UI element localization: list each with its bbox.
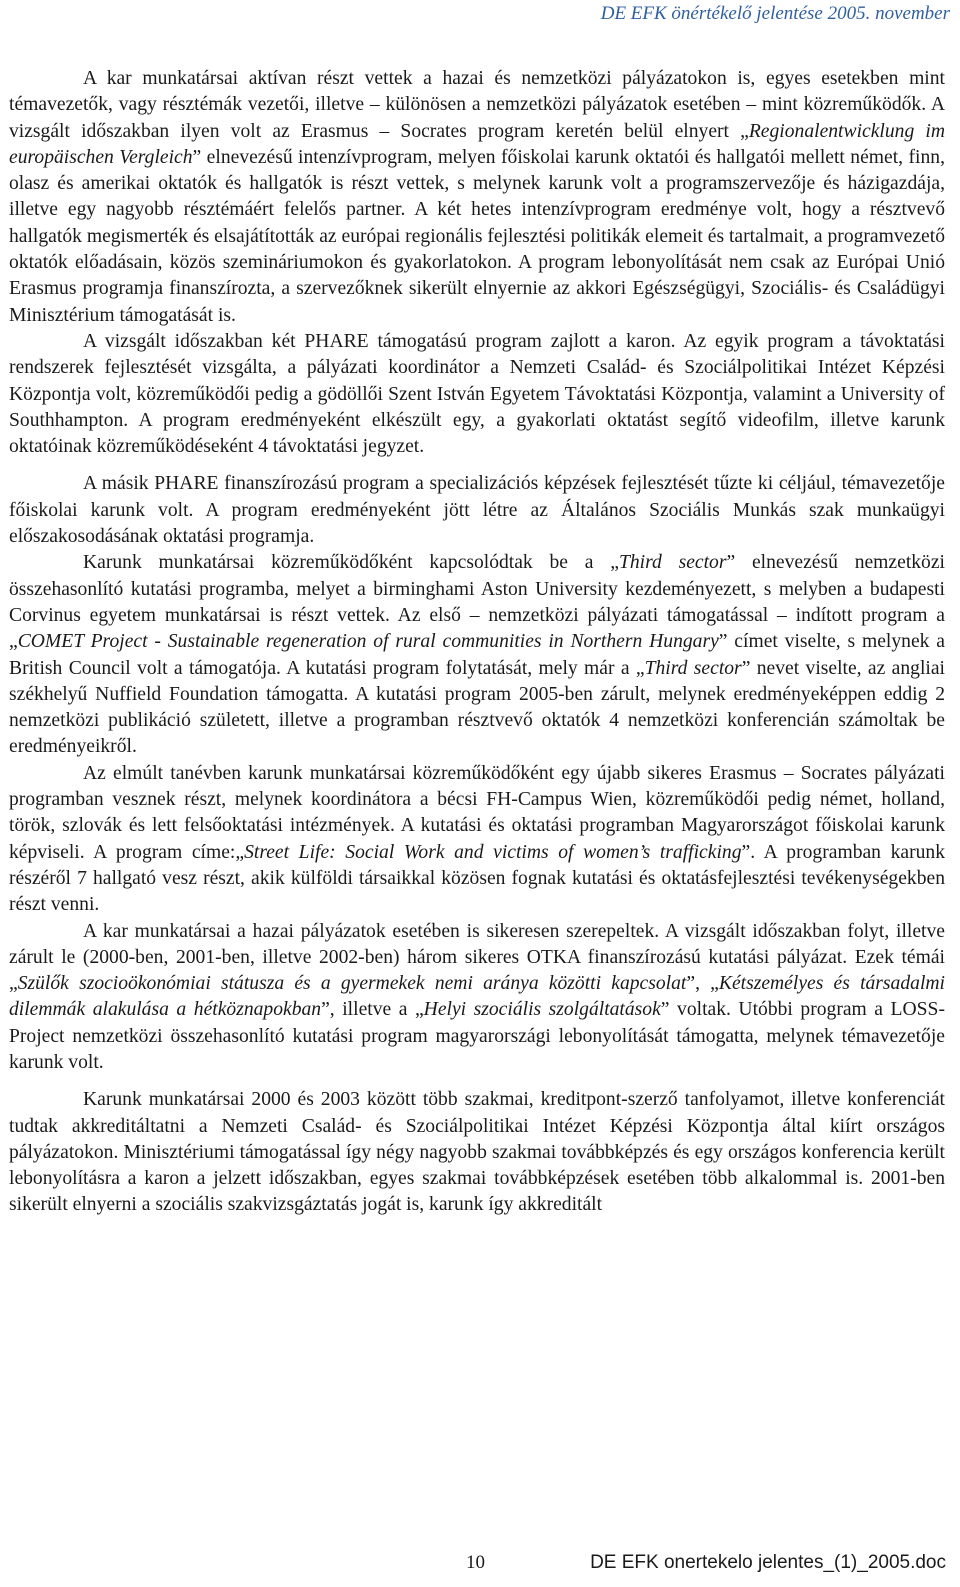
text-run: Karunk munkatársai közreműködőként kapcsolódtak be a „ <box>83 552 619 574</box>
text-run: A kar munkatársai a hazai pályázatok esetében is sikeresen szerepeltek. A vizsgált időszakban folyt, illetve zárult le (2000-ben, 2001-ben, illetve 2002-ben) három sikeres OTKA finanszírozású kutatási pályázat. Ezek témái „ <box>9 920 945 995</box>
paragraph-third-sector <box>9 550 945 760</box>
paragraph-phare-first <box>9 329 945 460</box>
text-run: ” címet viselte, s melynek a British Council volt a támogatója. A kutatási program folytatását, mely már a „ <box>9 631 945 679</box>
research-topic: Kétszemélyes és társadalmi dilemmák alakulása a hétköznapokban <box>9 973 945 1021</box>
text-run: A másik PHARE finanszírozású program a specializációs képzések fejlesztését tűzte ki céljául, témavezetője főiskolai karunk volt. A program eredményeként jött létre az Általános Szociális Munkás szak munkaügyi előszakosodásának oktatási programja. <box>9 473 945 548</box>
document-body <box>9 66 945 1219</box>
text-run: A kar munkatársai aktívan részt vettek a hazai és nemzetközi pályázatokon is, egyes esetekben mint témavezetők, vagy résztémák vezetői, illetve – különösen a nemzetközi pályázatok esetében – mint közreműködők. A vizsgált időszakban ilyen volt az Erasmus – Socrates program keretén belül elnyert „ <box>9 68 945 142</box>
page-header: DE EFK önértékelő jelentése 2005. november <box>600 3 950 24</box>
text-run: A vizsgált időszakban két PHARE támogatású program zajlott a karon. Az egyik program a távoktatási rendszerek fejlesztését vizsgálta, a pályázati koordinátor a Nemzeti Család- és Szociálpolitikai Intézet Képzési Központja volt, közreműködői pedig a gödöllői Szent István Egyetem Távoktatási Központja, valamint a University of Southhampton. A program eredményeként elkészült egy, a gyakorlati oktatást segítő videofilm, illetve karunk oktatóinak közreműködéseként 4 távoktatási jegyzet. <box>9 330 945 458</box>
research-topic: Helyi szociális szolgáltatások <box>423 999 661 1021</box>
text-run: ”, „ <box>686 973 719 995</box>
program-title: Street Life: Social Work and victims of women’s trafficking <box>244 841 742 863</box>
program-title: Third sector <box>644 657 742 679</box>
paragraph-accreditation <box>9 1087 945 1218</box>
text-run: ” elnevezésű intenzívprogram, melyen főiskolai karunk oktatói és hallgatói mellett német, finn, olasz és amerikai oktatók és hallgatók is részt vettek, s melynek karunk volt a programszervezője és házigazdája, illetve egy nagyobb résztémáért felelős partner. A két hetes intenzívprogram eredménye volt, hogy a résztvevő hallgatók megismerték és elsajátították az európai regionális fejlesztési politikák elemeit és tartalmait, a programvezető oktatók előadásain, közös szemináriumokon és gyakorlatokon. A program lebonyolítását nem csak az Európai Unió Erasmus programja finanszírozta, a szervezőknek sikerült elnyernie az akkori Egészségügyi, Szociális- és Családügyi Minisztérium támogatását is. <box>9 146 945 326</box>
paragraph-otka <box>9 919 945 1077</box>
program-title: COMET Project - Sustainable regeneration of rural communities in Northern Hungary <box>17 631 719 653</box>
page-number: 10 <box>466 1552 485 1573</box>
text-run: ”, illetve a „ <box>321 999 424 1021</box>
footer-filename: DE EFK onertekelo jelentes_(1)_2005.doc <box>590 1552 946 1573</box>
text-run: ”. A programban karunk részéről 7 hallgató vesz részt, akik külföldi társaikkal közösen fognak kutatási és oktatásfejlesztési tevékenységekben részt venni. <box>9 841 946 916</box>
text-run: Karunk munkatársai 2000 és 2003 között több szakmai, kreditpont-szerző tanfolyamot, illetve konferenciát tudtak akkreditáltatni a Nemzeti Család- és Szociálpolitikai Intézet Képzési Központja által kiírt országos pályázatokon. Minisztériumi támogatással így négy nagyobb szakmai továbbképzés és egy országos konferencia került lebonyolításra a karon a jelzett időszakban, egyes szakmai továbbképzések esetében több alkalommal is. 2001-ben sikerült elnyerni a szociális szakvizsgáztatás jogát is, karunk így akkreditált <box>9 1089 945 1216</box>
text-run: ” elnevezésű nemzetközi összehasonlító kutatási programba, melyet a birminghami Aston University kezdeményezett, s melyben a budapesti Corvinus egyetem munkatársai is részt vettek. Az első – nemzetközi pályázati támogatással – indított program a „ <box>9 552 945 653</box>
text-run: Az elmúlt tanévben karunk munkatársai közreműködőként egy újabb sikeres Erasmus – Socrates pályázati programban vesznek részt, melynek koordinátora a bécsi FH-Campus Wien, közreműködői pedig német, holland, török, szlovák és lett felsőoktatási intézmények. A kutatási és oktatási programban Magyarországot főiskolai karunk képviseli. A program címe:„ <box>9 762 945 863</box>
text-run: ” voltak. Utóbbi program a LOSS-Project nemzetközi összehasonlító kutatási program magyarországi lebonyolítását támogatta, melynek témavezetője karunk volt. <box>9 999 945 1073</box>
paragraph-phare-second <box>9 471 945 550</box>
program-title: Regionalentwicklung im europäischen Vergleich <box>9 120 945 168</box>
program-title: Third sector <box>618 552 727 574</box>
paragraph-erasmus <box>9 761 945 919</box>
research-topic: Szülők szocioökonómiai státusza és a gyermekek nemi aránya közötti kapcsolat <box>17 973 687 995</box>
paragraph-partnerships <box>9 66 945 329</box>
text-run: ” nevet viselte, az angliai székhelyű Nuffield Foundation támogatta. A kutatási program 2005-ben zárult, melynek eredményeképpen eddig 2 nemzetközi publikáció született, illetve a programban résztvevő oktatók 4 nemzetközi konferencián számoltak be eredményeikről. <box>9 657 945 758</box>
